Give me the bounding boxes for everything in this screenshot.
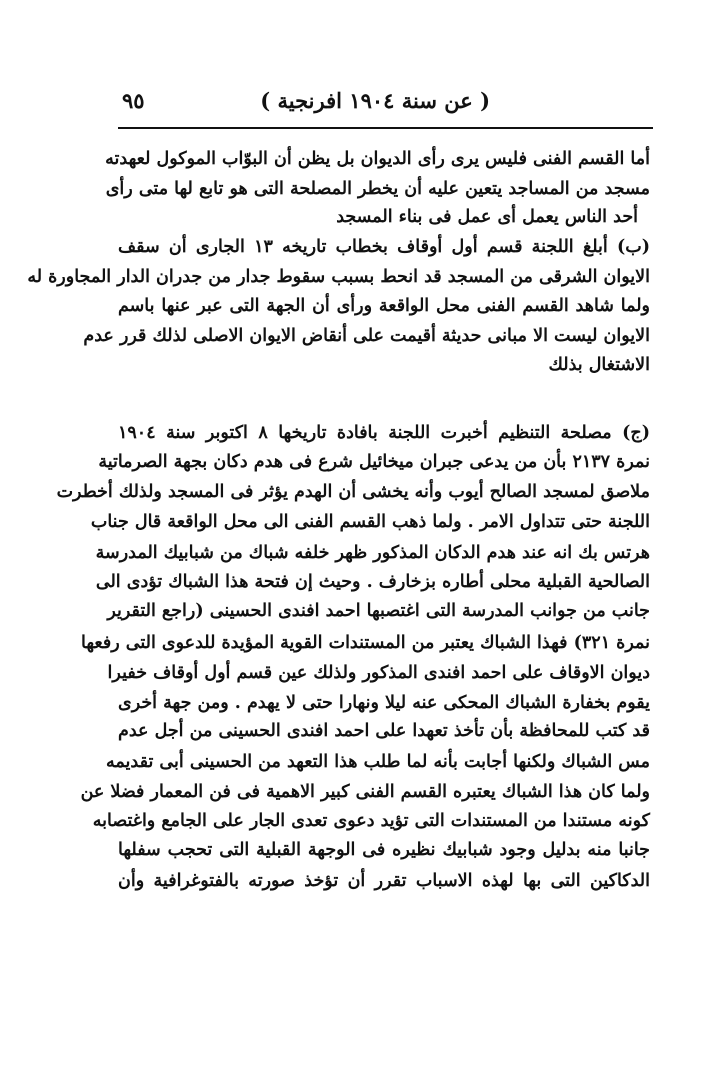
- text-line: الايوان ليست الا مبانى حديثة أقيمت على أنقاض الايوان الاصلى لذلك قرر عدم: [83, 326, 650, 346]
- text-line: ولما شاهد القسم الفنى محل الواقعة ورأى أن الجهة التى عبر عنها باسم: [118, 296, 650, 316]
- text-line: كونه مستندا من المستندات التى تؤيد دعوى تعدى الجار على الجامع واغتصابه: [92, 811, 650, 831]
- page-number: ٩٥: [122, 88, 145, 113]
- text-line: الايوان الشرقى من المسجد قد انحط بسبب سقوط جدار من جدران الدار المجاورة له: [27, 267, 650, 287]
- text-line: يقوم بخفارة الشباك المحكى عنه ليلا ونهارا حتى لا يهدم . ومن جهة أخرى: [118, 693, 650, 713]
- text-line: الاشتغال بذلك: [548, 355, 650, 375]
- text-line: (ب) أبلغ اللجنة قسم أول أوقاف بخطاب تاريخه ١٣ الجارى أن سقف: [118, 237, 650, 257]
- text-line: الصالحية القبلية محلى أطاره بزخارف . وحيث إن فتحة هذا الشباك تؤدى الى: [95, 572, 650, 592]
- text-line: نمرة ٢١٣٧ بأن من يدعى جبران ميخائيل شرع فى هدم دكان بجهة الصرماتية: [98, 452, 650, 472]
- text-line: مسجد من المساجد يتعين عليه أن يخطر المصلحة التى هو تابع لها متى رأى: [105, 179, 650, 199]
- text-line: اللجنة حتى تتداول الامر . ولما ذهب القسم الفنى الى محل الواقعة قال جناب: [90, 512, 650, 532]
- text-line: جانب من جوانب المدرسة التى اغتصبها احمد افندى الحسينى (راجع التقرير: [107, 601, 650, 621]
- text-line: الدكاكين التى بها لهذه الاسباب تقرر أن تؤخذ صورته بالفتوغرافية وأن: [118, 871, 650, 891]
- text-line: جانبا منه بدليل وجود شبابيك نظيره فى الوجهة القبلية التى تحجب سفلها: [118, 840, 650, 860]
- text-line: أما القسم الفنى فليس يرى رأى الديوان بل يظن أن البوّاب الموكول لعهدته: [105, 149, 650, 169]
- text-line: نمرة ٣٢١) فهذا الشباك يعتبر من المستندات القوية المؤيدة للدعوى التى رفعها: [81, 633, 650, 653]
- text-line: ولما كان هذا الشباك يعتبره القسم الفنى كبير الاهمية فى فن المعمار فضلا عن: [80, 782, 650, 802]
- text-line: هرتس بك انه عند هدم الدكان المذكور ظهر خلفه شباك من شبابيك المدرسة: [95, 543, 650, 563]
- text-line: (ج) مصلحة التنظيم أخبرت اللجنة بافادة تاريخها ٨ اكتوبر سنة ١٩٠٤: [118, 423, 650, 443]
- text-line: ملاصق لمسجد الصالح أيوب وأنه يخشى أن الهدم يؤثر فى المسجد ولذلك أخطرت: [56, 482, 650, 502]
- running-title: ( عن سنة ١٩٠٤ افرنجية ): [260, 88, 490, 113]
- header-rule: [118, 127, 653, 129]
- text-line: أحد الناس يعمل أى عمل فى بناء المسجد: [336, 207, 638, 227]
- text-line: مس الشباك ولكنها أجابت بأنه لما طلب هذا التعهد من الحسينى أبى تقديمه: [106, 752, 650, 772]
- text-line: ديوان الاوقاف على احمد افندى المذكور ولذلك عين قسم أول أوقاف خفيرا: [107, 663, 650, 683]
- text-line: قد كتب للمحافظة بأن تأخذ تعهدا على احمد افندى الحسينى من أجل عدم: [118, 721, 650, 741]
